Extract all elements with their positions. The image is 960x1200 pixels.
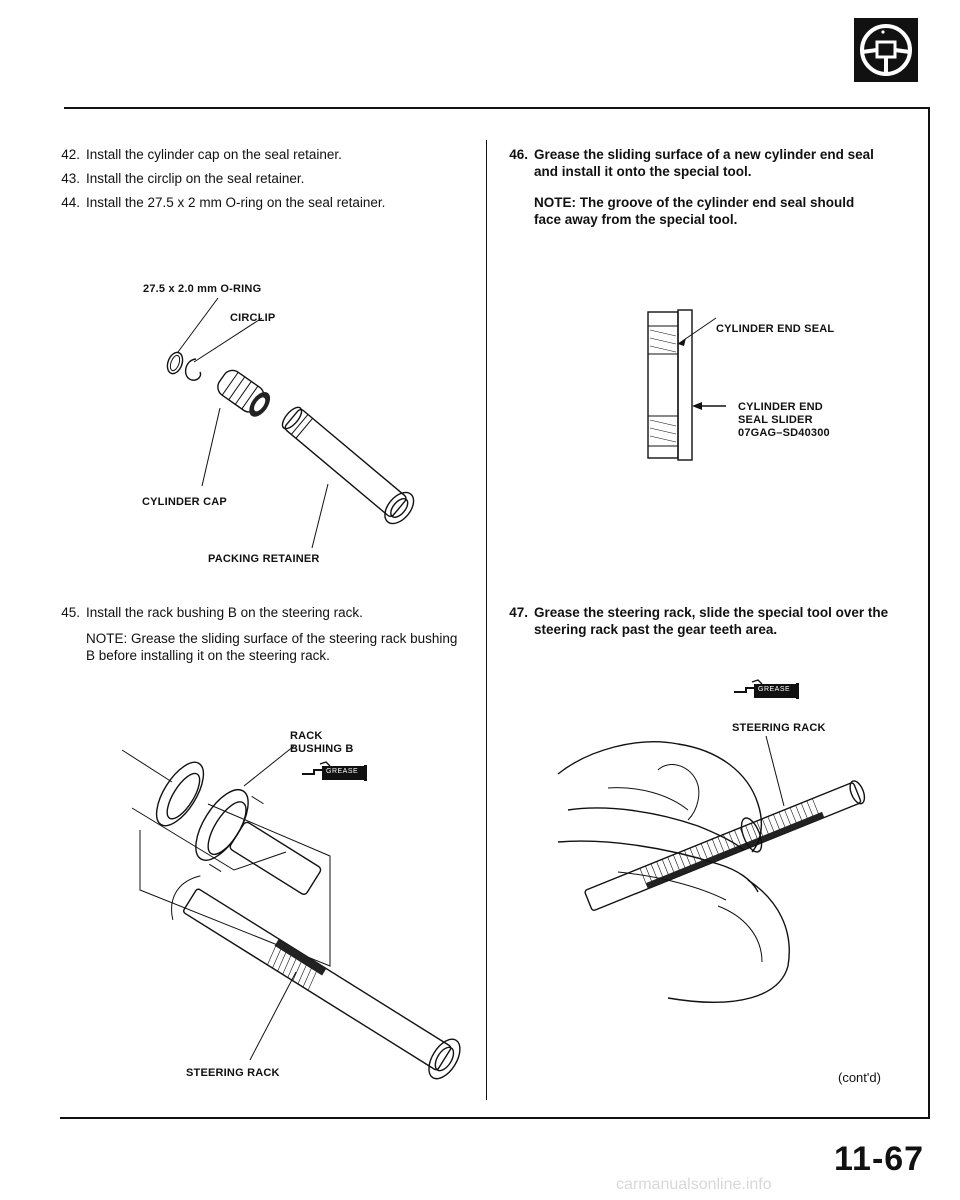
bottom-rule [60,1117,930,1119]
steering-rack-label-right: STEERING RACK [732,722,826,734]
cylinder-end-seal-label: CYLINDER END SEAL [716,323,835,335]
packing-retainer-label: PACKING RETAINER [208,553,320,565]
page-number: 11-67 [834,1140,925,1178]
step-47: 47. Grease the steering rack, slide the special tool over the steering rack past the gear teeth area. [509,605,889,637]
header-logo [854,18,918,82]
cylinder-cap-label: CYLINDER CAP [142,496,227,508]
slider-label-3: 07GAG–SD40300 [738,427,830,439]
oring-label: 27.5 x 2.0 mm O-RING [143,283,262,295]
rack-bushing-figure [110,730,470,1070]
slider-label-1: CYLINDER END [738,401,823,413]
contd-label: (cont'd) [838,1070,881,1085]
note-45: NOTE: Grease the sliding surface of the steering rack bushing B before installing it on the steering rack. [86,631,458,663]
right-border [928,107,930,1119]
watermark: carmanualsonline.info [616,1176,772,1193]
grease-tube-right [732,678,812,700]
rack-hands-figure [548,730,888,1030]
step-44: 44. Install the 27.5 x 2 mm O-ring on the seal retainer. [61,195,386,210]
steering-rack-label-left: STEERING RACK [186,1067,280,1079]
steering-wheel-icon [854,18,918,82]
top-rule [64,107,930,109]
column-divider [486,140,487,1100]
step-43: 43. Install the circlip on the seal retainer. [61,171,305,186]
grease-label-left: GREASE [326,768,359,775]
step-46: 46. Grease the sliding surface of a new cylinder end seal and install it onto the special tool. [509,147,874,179]
seal-retainer-figure [140,290,460,570]
rack-label: RACK [290,730,323,742]
slider-label-2: SEAL SLIDER [738,414,813,426]
grease-label-right: GREASE [758,686,791,693]
step-45: 45. Install the rack bushing B on the steering rack. [61,605,363,620]
step-42: 42. Install the cylinder cap on the seal retainer. [61,147,342,162]
note-46: NOTE: The groove of the cylinder end seal should face away from the special tool. [534,195,855,227]
bushing-b-label: BUSHING B [290,743,354,755]
circlip-label: CIRCLIP [230,312,276,324]
seal-slider-figure [646,310,726,460]
